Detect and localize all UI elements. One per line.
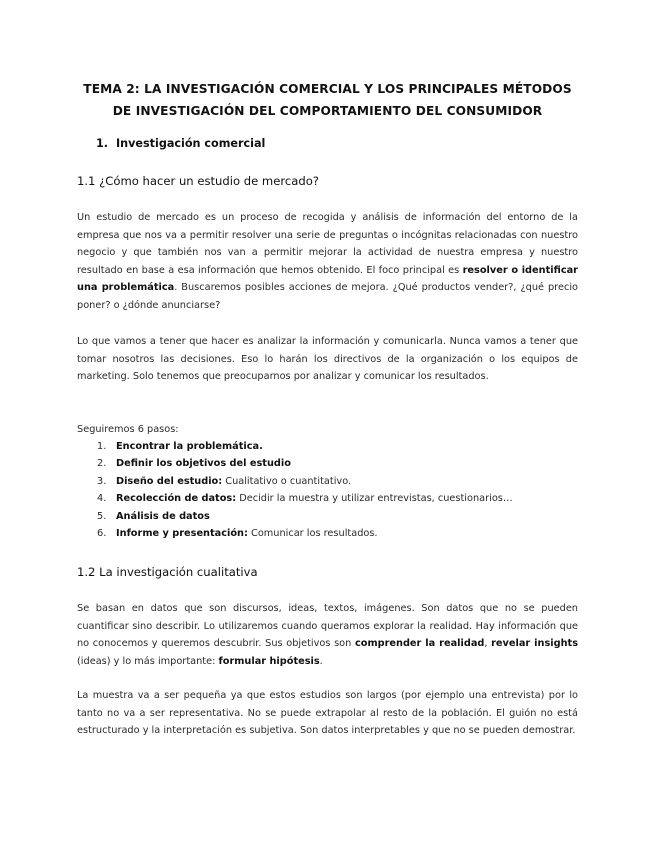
- title-line-2: DE INVESTIGACIÓN DEL COMPORTAMIENTO DEL CONSUMIDOR: [112, 104, 543, 118]
- steps-list: [97, 438, 577, 542]
- step-title: Definir los objetivos del estudio: [116, 458, 291, 470]
- step-title: Diseño del estudio:: [116, 475, 223, 487]
- title-line-1: TEMA 2: LA INVESTIGACIÓN COMERCIAL Y LOS PRINCIPALES MÉTODOS: [83, 82, 572, 96]
- step-number: 1.: [97, 441, 107, 452]
- paragraph-text: Se basan en datos que son discursos, ideas, textos, imágenes. Son datos que no se pueden cuantificar sino describir. Lo utilizaremos cuando queramos explorar la realidad. Hay información que no conocemos y queremos descubrir. Sus objetivos son: [77, 603, 578, 650]
- step-item: [97, 508, 577, 525]
- section-title: Investigación comercial: [116, 137, 266, 150]
- section-number: 1.: [96, 137, 109, 150]
- bold-phrase: revelar insights: [491, 638, 578, 650]
- step-detail: Decidir la muestra y utilizar entrevistas, cuestionarios…: [236, 493, 513, 505]
- paragraph-text: .: [319, 655, 323, 667]
- step-item: [97, 473, 577, 490]
- paragraph-text: . Buscaremos posibles acciones de mejora. ¿Qué productos vender?, ¿qué precio poner? o ¿dónde anunciarse?: [77, 282, 578, 311]
- step-title: Recolección de datos:: [116, 493, 237, 505]
- step-detail: Comunicar los resultados.: [247, 528, 378, 540]
- step-title: Análisis de datos: [116, 510, 210, 522]
- section-heading-1: [96, 136, 265, 152]
- paragraph-analysis: Lo que vamos a tener que hacer es analizar la información y comunicarla. Nunca vamos a tener que tomar nosotros las decisiones. Eso lo harán los directivos de la organización o los equipos de marketing. Solo tenemos que preocuparnos por analizar y comunicar los resultados.: [77, 336, 578, 383]
- paragraph-qualitative: [77, 600, 578, 670]
- bold-phrase: comprender la realidad: [354, 638, 485, 650]
- paragraph-text: ,: [484, 638, 492, 650]
- paragraph-sample: La muestra va a ser pequeña ya que estos estudios son largos (por ejemplo una entrevista) por lo tanto no va a ser representativa. No se puede extrapolar al resto de la población. El guión no está estructurado y la interpretación es subjetiva. Son datos interpretables y que no se pueden demostrar.: [77, 690, 578, 737]
- step-number: 5.: [97, 510, 107, 522]
- step-item: [97, 490, 577, 507]
- step-number: 3.: [97, 475, 107, 487]
- step-number: 2.: [97, 458, 107, 470]
- step-detail: Cualitativo o cuantitativo.: [222, 475, 352, 487]
- paragraph-study-definition: [77, 209, 578, 315]
- paragraph-text: Un estudio de mercado es un proceso de recogida y análisis de información del entorno de la empresa que nos va a permitir resolver una serie de preguntas o incógnitas relacionadas con nuestro negocio y que también nos van a permitir mejorar la actividad de nuestra empresa y nuestro resultado en base a esa información que hemos obtenido. El foco principal es: [77, 212, 578, 276]
- subsection-heading-1-1: 1.1 ¿Cómo hacer un estudio de mercado?: [77, 174, 319, 188]
- step-item: [97, 438, 577, 455]
- step-title: Encontrar la problemática.: [116, 441, 263, 452]
- steps-intro: Seguiremos 6 pasos:: [77, 424, 179, 435]
- bold-phrase: resolver o identificar una problemática: [77, 264, 578, 294]
- step-title: Informe y presentación:: [116, 528, 248, 540]
- step-item: [97, 455, 577, 472]
- subsection-heading-1-2: 1.2 La investigación cualitativa: [77, 565, 258, 579]
- step-number: 6.: [97, 528, 107, 540]
- step-item: [97, 525, 577, 542]
- page-title: [60, 78, 595, 122]
- step-number: 4.: [97, 493, 107, 505]
- paragraph-text: (ideas) y lo más importante:: [77, 655, 219, 667]
- bold-phrase: formular hipótesis: [218, 655, 320, 667]
